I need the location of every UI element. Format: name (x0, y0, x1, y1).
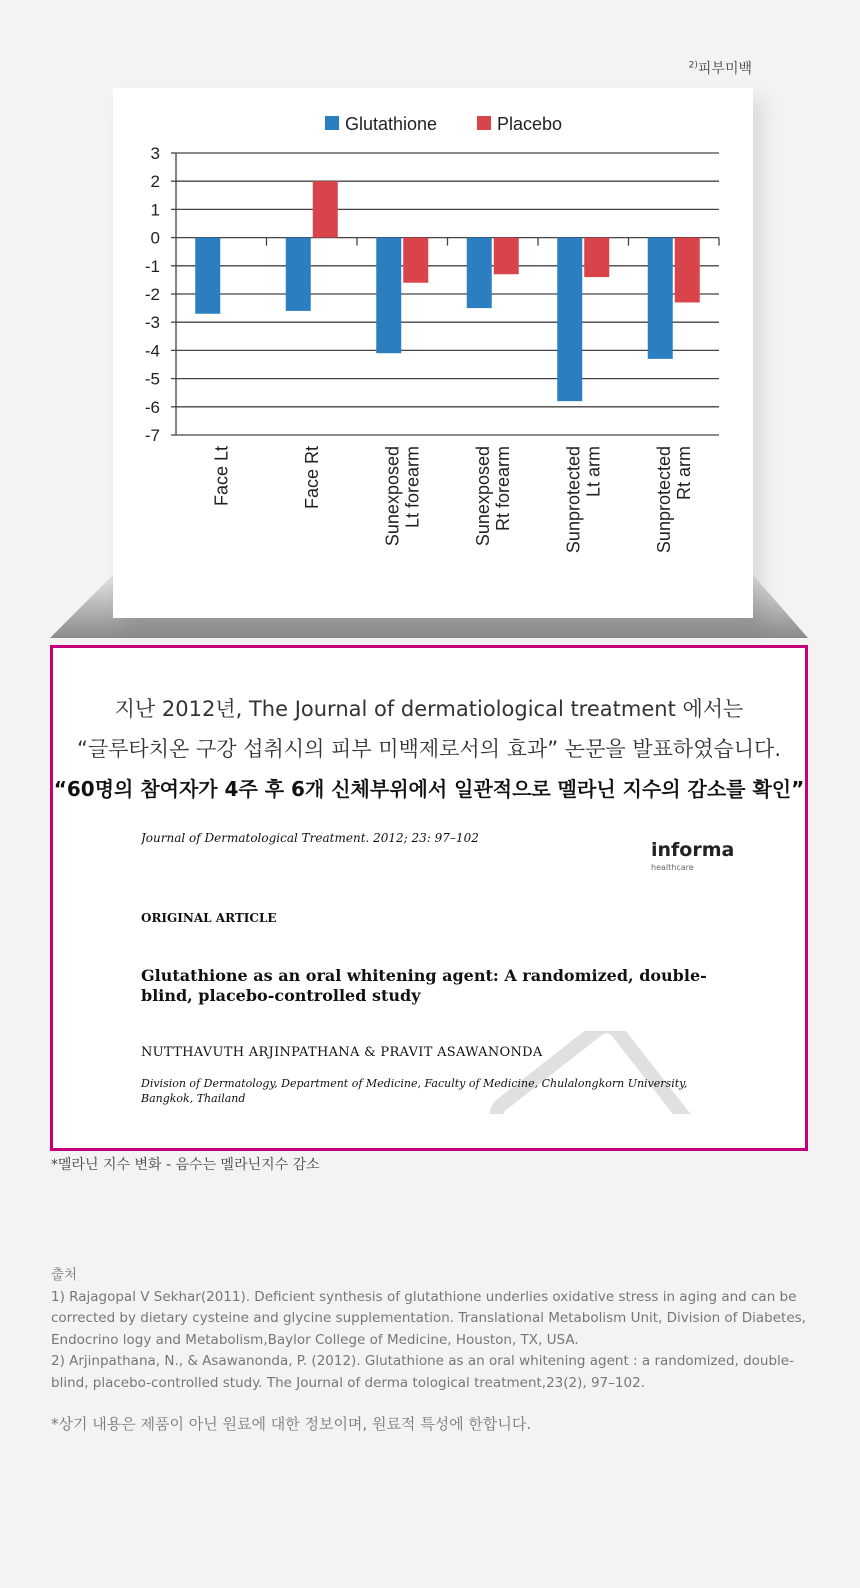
chart-card (113, 88, 753, 618)
publisher-logo: informa (651, 839, 735, 861)
paper-affiliation: Division of Dermatology, Department of Medicine, Faculty of Medicine, Chulalongkorn University, Bangkok, Thailand (141, 1077, 688, 1105)
y-tick-label: -7 (144, 426, 160, 445)
bar-placebo (584, 238, 609, 277)
y-tick-label: 2 (150, 172, 160, 192)
disclaimer: *상기 내용은 제품이 아닌 원료에 대한 정보이며, 원료적 특성에 한합니다. (51, 1415, 532, 1433)
bar-placebo (494, 238, 519, 275)
y-tick-label: 1 (150, 200, 160, 220)
x-tick-label: Sunexposed (382, 446, 403, 547)
x-tick-label: Lt arm (583, 446, 604, 498)
bar-placebo (313, 181, 338, 237)
x-tick-label: Rt arm (673, 446, 694, 500)
x-tick-label: Face Lt (211, 446, 232, 507)
paper-title: Glutathione as an oral whitening agent: A randomized, double-blind, placebo-controlled study (141, 966, 707, 1005)
summary-line-2: “글루타치온 구강 섭취시의 피부 미백제로서의 효과” 논문을 발표하였습니다. (76, 737, 782, 761)
bar-glutathione (286, 238, 311, 311)
x-tick-label: Face Rt (301, 446, 322, 510)
legend-label: Glutathione (345, 114, 438, 134)
reference-2: 2) Arjinpathana, N., & Asawanonda, P. (2012). Glutathione as an oral whitening agent : a randomized, double-blind, placebo-controlled study. The Journal of derma tological treatment,23(2), 97–102. (51, 1353, 794, 1391)
bar-glutathione (557, 238, 582, 402)
bar-glutathione (467, 238, 492, 309)
reference-1: 1) Rajagopal V Sekhar(2011). Deficient synthesis of glutathione underlies oxidative stress in aging and can be corrected by dietary cysteine and glycine supplementation. Translational Metabolism Unit, Division of Diabetes, Endocrino logy and Metabolism,Baylor College of Medicine, Houston, TX, USA. (51, 1288, 806, 1348)
legend-label: Placebo (497, 114, 563, 134)
summary-highlight: “60명의 참여자가 4주 후 6개 신체부위에서 일관적으로 멜라닌 지수의 감소를 확인” (53, 777, 805, 801)
x-tick-label: Sunexposed (472, 446, 493, 547)
y-tick-label: -6 (144, 397, 160, 417)
bar-glutathione (195, 238, 220, 314)
article-type: ORIGINAL ARTICLE (141, 911, 277, 925)
y-tick-label: -1 (144, 256, 160, 276)
summary-line-1: 지난 2012년, The Journal of dermatiological treatment 에서는 (114, 697, 744, 721)
paper-excerpt (141, 831, 741, 1114)
section-tag: $^{2)}$피부미백 (688, 60, 752, 77)
y-tick-label: -4 (144, 341, 160, 361)
bar-glutathione (376, 238, 401, 354)
study-summary-box (50, 645, 808, 1151)
paper-authors: NUTTHAVUTH ARJINPATHANA & PRAVIT ASAWANONDA (141, 1045, 543, 1060)
chart-caption: *멜라닌 지수 변화 - 음수는 멜라닌지수 감소 (51, 1157, 320, 1173)
references-title: 출처 (51, 1267, 78, 1283)
bar-placebo (403, 238, 428, 283)
bar-glutathione (648, 238, 673, 359)
x-tick-label: Lt forearm (402, 446, 423, 529)
melanin-index-bar-chart (113, 88, 753, 618)
x-tick-label: Sunprotected (563, 446, 584, 554)
journal-citation: Journal of Dermatological Treatment. 2012; 23: 97–102 (141, 831, 479, 845)
bar-placebo (675, 238, 700, 303)
y-tick-label: -3 (144, 313, 160, 333)
references (51, 1265, 811, 1394)
y-tick-label: -2 (144, 285, 160, 304)
publisher-logo-sub: healthcare (651, 863, 694, 872)
y-tick-label: 0 (150, 228, 160, 248)
legend-swatch (325, 116, 339, 130)
legend-swatch (477, 116, 491, 130)
y-tick-label: -5 (144, 369, 160, 389)
y-tick-label: 3 (150, 144, 160, 163)
x-tick-label: Rt forearm (492, 446, 513, 532)
x-tick-label: Sunprotected (653, 446, 674, 554)
